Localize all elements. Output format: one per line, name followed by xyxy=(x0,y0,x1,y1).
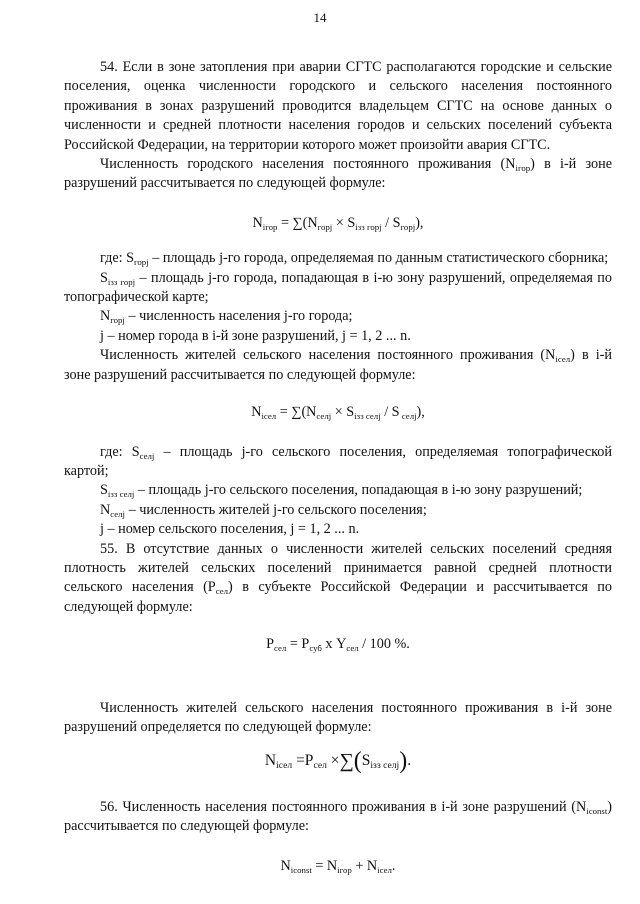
formula-text: × S xyxy=(332,214,356,231)
subscript: сел xyxy=(346,643,359,654)
definition-settlement-area xyxy=(64,443,612,482)
subscript: iгор xyxy=(262,221,278,232)
subscript: iсел xyxy=(261,411,277,422)
formula-symbol: N xyxy=(280,857,291,874)
text-run: ) в i-й зоне разрушений рассчитывается по следующей формуле: xyxy=(64,156,613,192)
subscript: суб xyxy=(309,643,322,654)
text-run: N xyxy=(100,308,111,325)
formula-text: (N xyxy=(301,404,317,421)
rural-count-intro: Численность жителей сельского населения постоянного проживания в i-й зоне разрушений определяется по следующей формуле: xyxy=(64,699,612,735)
sum-symbol: ∑ xyxy=(339,750,354,773)
text-run: Численность городского населения постоянного проживания (N xyxy=(100,156,516,173)
text-run: ) в субъекте Российской Федерации и рассчитывается по следующей формуле: xyxy=(64,579,612,615)
subscript: iзз селj xyxy=(107,489,135,500)
text-run: – площадь j-го города, попадающая в i-ю зону разрушений, определяемая по топографической карте; xyxy=(64,269,612,306)
definition-settlement-area-in-zone xyxy=(64,481,612,500)
page-number: 14 xyxy=(313,10,327,25)
text-run: 56. Численность населения постоянного проживания в i-й зоне разрушений (N xyxy=(100,798,587,815)
formula-text: / S xyxy=(381,214,401,231)
subscript: iзз горj xyxy=(355,221,382,232)
subscript: селj xyxy=(139,450,155,461)
text-run: Численность жителей сельского населения постоянного проживания (N xyxy=(100,347,556,364)
subscript: iсел xyxy=(276,760,293,772)
formula-symbol: N xyxy=(251,404,262,421)
formula-text: . xyxy=(407,752,412,770)
paragraph-56 xyxy=(64,798,612,837)
subscript: горj xyxy=(134,257,149,268)
formula-total-population xyxy=(64,857,612,876)
subscript: селj xyxy=(110,508,126,519)
formula-rural-population xyxy=(64,403,612,422)
sum-symbol: ∑ xyxy=(292,214,303,231)
formula-text: = xyxy=(276,404,292,421)
formula-symbol: S xyxy=(361,752,371,770)
formula-urban-population xyxy=(64,214,612,233)
formula-text: / 100 %. xyxy=(358,636,410,653)
definition-city-area xyxy=(64,249,612,268)
subscript: iconst xyxy=(586,805,608,816)
subscript: горj xyxy=(317,221,333,232)
formula-text: ), xyxy=(415,214,424,231)
formula-text: × xyxy=(326,752,340,770)
subscript: iзз селj xyxy=(370,760,400,772)
urban-population-intro xyxy=(64,155,612,194)
text-run: N xyxy=(100,501,111,518)
subscript: iсел xyxy=(555,354,571,365)
document-body xyxy=(64,58,612,876)
definition-city-area-in-zone xyxy=(64,269,612,308)
sum-symbol: ∑ xyxy=(291,404,302,421)
rural-population-intro xyxy=(64,346,612,385)
text-run: где: S xyxy=(100,443,140,460)
text-run: ) рассчитывается по следующей формуле: xyxy=(64,798,612,835)
formula-text: = N xyxy=(311,857,338,874)
text-run: – численность населения j-го города; xyxy=(124,308,353,325)
formula-text: =P xyxy=(292,752,314,770)
subscript: селj xyxy=(316,411,332,422)
subscript: сел xyxy=(215,586,229,597)
subscript: сел xyxy=(313,760,327,772)
definition-settlement-population xyxy=(64,501,612,520)
paragraph-54: 54. Если в зоне затопления при аварии СГТС располагаются городские и сельские поселения, оценка численности городского и сельского населения постоянного проживания в зонах разрушений проводится владельцем СГТС на основе данных о численности и средней плотности населения городов и сельских поселений субъекта Российской Федерации, на территории которого может произойти авария СГТС. xyxy=(64,59,612,153)
formula-rural-density xyxy=(64,635,612,654)
formula-symbol: N xyxy=(252,214,263,231)
subscript: iзз селj xyxy=(354,411,381,422)
formula-text: х Y xyxy=(321,636,347,653)
spacer xyxy=(64,683,612,699)
text-run: S xyxy=(100,269,108,286)
subscript: iзз горj xyxy=(107,276,136,287)
formula-symbol: N xyxy=(264,752,277,770)
subscript: iconst xyxy=(290,864,312,875)
subscript: iгор xyxy=(337,864,352,875)
subscript: селj xyxy=(399,411,417,422)
paren-close: ) xyxy=(399,748,408,775)
formula-text: ), xyxy=(416,404,425,421)
text-run: – площадь j-го города, определяемая по данным статистического сборника; xyxy=(148,250,609,267)
formula-text: = Р xyxy=(286,636,310,653)
text-run: 55. В отсутствие данных о численности жителей сельских поселений средняя плотность жителей сельских поселений принимается равной средней плотности сельского населения (Р xyxy=(64,540,612,596)
subscript: iсел xyxy=(377,864,392,875)
subscript: сел xyxy=(274,643,287,654)
definition-city-index: j – номер города в i-й зоне разрушений, j = 1, 2 ... n. xyxy=(100,327,411,344)
formula-symbol: Р xyxy=(266,636,275,653)
text-run: – площадь j-го сельского поселения, определяемая топографической картой; xyxy=(64,443,612,479)
formula-text: (N xyxy=(302,214,318,231)
definition-city-population xyxy=(64,307,612,326)
text-run: ) в i-й зоне разрушений рассчитывается по следующей формуле: xyxy=(64,347,612,383)
definition-settlement-index: j – номер сельского поселения, j = 1, 2 ... n. xyxy=(100,521,360,538)
formula-text: / S xyxy=(380,404,400,421)
subscript: горj xyxy=(110,315,125,326)
formula-text: + N xyxy=(351,857,378,874)
paren-open: ( xyxy=(353,748,362,775)
text-run: – численность жителей j-го сельского поселения; xyxy=(125,501,427,518)
subscript: горj xyxy=(400,221,416,232)
text-run: S xyxy=(100,482,108,499)
formula-text: × S xyxy=(331,404,355,421)
formula-rural-count xyxy=(64,748,612,775)
formula-text: . xyxy=(391,857,396,874)
paragraph-55 xyxy=(64,540,612,618)
text-run: где: S xyxy=(100,250,135,267)
formula-text: = xyxy=(277,214,293,231)
subscript: iгор xyxy=(515,163,531,174)
text-run: – площадь j-го сельского поселения, попадающая в i-ю зону разрушений; xyxy=(134,482,583,499)
